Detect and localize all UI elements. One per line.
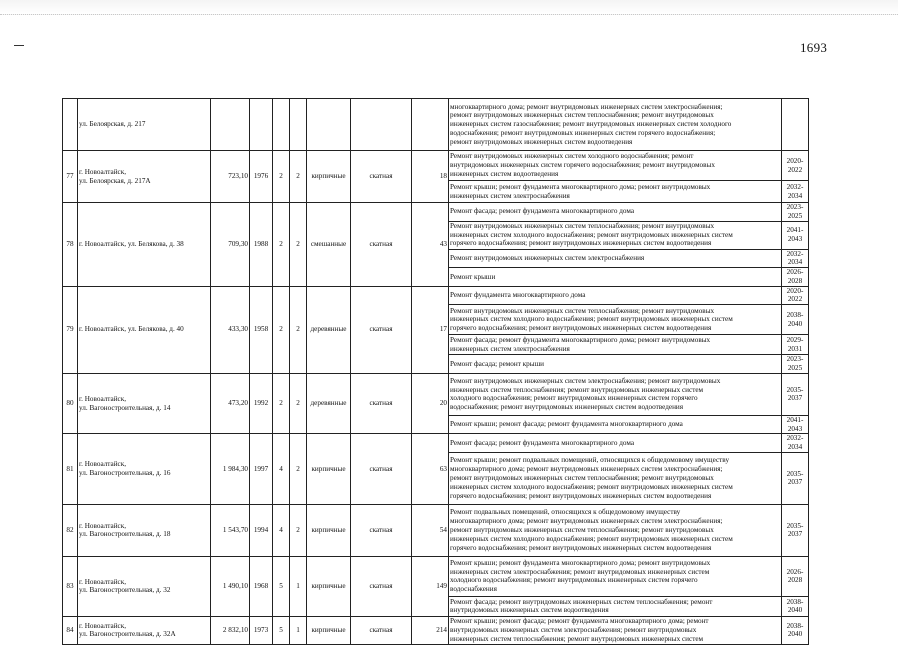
row-number xyxy=(63,99,78,151)
address-line: ул. Вагоностроительная, д. 32 xyxy=(79,586,171,595)
floors-cell: 2 xyxy=(273,286,290,373)
work-line: Ремонт фундамента многоквартирного дома xyxy=(450,291,586,300)
roof-type-cell: скатная xyxy=(351,203,412,287)
apartments-cell: 63 xyxy=(412,434,449,505)
table-row xyxy=(63,373,809,415)
work-line: Ремонт фасада; ремонт внутридомовых инженерных систем теплоснабжения; ремонт xyxy=(450,597,713,606)
area-cell: 723,10 xyxy=(211,151,250,203)
year-cell: 1997 xyxy=(250,434,273,505)
address-line: ул. Вагоностроительная, д. 18 xyxy=(79,530,171,539)
work-line: Ремонт фасада; ремонт фундамента многоквартирного дома xyxy=(450,438,635,447)
year-cell: 1994 xyxy=(250,504,273,556)
apartments-cell: 214 xyxy=(412,616,449,644)
address-cell xyxy=(78,556,211,616)
year-cell: 1968 xyxy=(250,556,273,616)
work-line: инженерных систем электроснабжения xyxy=(450,191,570,200)
row-number: 81 xyxy=(63,434,78,505)
table-row xyxy=(63,616,809,644)
work-line: инженерных систем электроснабжения xyxy=(450,344,570,353)
work-line: инженерных систем холодного водоснабжения; ремонт внутридомовых инженерных систем xyxy=(450,534,733,543)
address-cell xyxy=(78,286,211,373)
apartments-cell: 18 xyxy=(412,151,449,203)
work-description-cell xyxy=(449,268,782,287)
apartments-cell: 17 xyxy=(412,286,449,373)
floors-cell: 5 xyxy=(273,616,290,644)
work-line: горячего водоснабжения; ремонт внутридомовых инженерных систем водоотведения xyxy=(450,324,712,333)
wall-material-cell: кирпичные xyxy=(307,151,351,203)
floors-cell: 2 xyxy=(273,151,290,203)
work-description-cell xyxy=(449,355,782,374)
entrances-cell: 2 xyxy=(290,504,307,556)
work-description-cell xyxy=(449,434,782,453)
address-line: г. Новоалтайск, xyxy=(79,394,127,403)
period-cell: 2032-2034 xyxy=(782,249,809,268)
work-line: Ремонт крыши; ремонт фасада; ремонт фундамента многоквартирного дома; ремонт xyxy=(450,617,709,626)
work-line: инженерных систем теплоснабжения; ремонт внутридомовых инженерных систем xyxy=(450,634,704,643)
floors-cell: 4 xyxy=(273,504,290,556)
work-line: горячего водоснабжения; ремонт внутридомовых инженерных систем водоотведения xyxy=(450,491,712,500)
entrances-cell: 2 xyxy=(290,151,307,203)
entrances-cell: 2 xyxy=(290,434,307,505)
roof-type-cell: скатная xyxy=(351,616,412,644)
work-line: многоквартирного дома; ремонт внутридомовых инженерных систем электроснабжения; xyxy=(450,465,723,474)
address-line: ул. Вагоностроительная, д. 14 xyxy=(79,403,171,412)
work-description-cell xyxy=(449,616,782,644)
apartments-cell xyxy=(412,99,449,151)
year-cell: 1992 xyxy=(250,373,273,434)
floors-cell: 5 xyxy=(273,556,290,616)
wall-material-cell: смешанные xyxy=(307,203,351,287)
work-line: внутридомовых инженерных систем горячего водоснабжения; ремонт внутридомовых xyxy=(450,161,715,170)
period-cell: 2038-2040 xyxy=(782,616,809,644)
floors-cell: 2 xyxy=(273,373,290,434)
period-cell: 2038-2040 xyxy=(782,596,809,616)
apartments-cell: 43 xyxy=(412,203,449,287)
year-cell: 1973 xyxy=(250,616,273,644)
floors-cell xyxy=(273,99,290,151)
work-description-cell xyxy=(449,596,782,616)
wall-material-cell: кирпичные xyxy=(307,434,351,505)
work-line: ремонт внутридомовых инженерных систем водоотведения xyxy=(450,137,633,146)
address-line: ул. Белоярская, д. 217А xyxy=(79,176,151,185)
work-line: инженерных систем электроснабжения; ремонт внутридомовых инженерных систем xyxy=(450,567,710,576)
period-cell: 2041-2043 xyxy=(782,415,809,434)
work-line: Ремонт внутридомовых инженерных систем электроснабжения; ремонт внутридомовых xyxy=(450,376,721,385)
area-cell: 473,20 xyxy=(211,373,250,434)
work-line: ремонт внутридомовых инженерных систем теплоснабжения; ремонт внутридомовых xyxy=(450,474,714,483)
table-row xyxy=(63,203,809,222)
work-line: Ремонт фасада; ремонт крыши xyxy=(450,359,544,368)
roof-type-cell: скатная xyxy=(351,434,412,505)
period-cell: 2020-2022 xyxy=(782,286,809,305)
work-line: многоквартирного дома; ремонт внутридомовых инженерных систем электроснабжения; xyxy=(450,102,723,111)
table-row xyxy=(63,556,809,596)
address-line: г. Новоалтайск, ул. Белякова, д. 38 xyxy=(79,239,184,248)
year-cell: 1988 xyxy=(250,203,273,287)
work-line: многоквартирного дома; ремонт внутридомовых инженерных систем электроснабжения; xyxy=(450,517,723,526)
period-cell: 2041-2043 xyxy=(782,221,809,249)
roof-type-cell: скатная xyxy=(351,151,412,203)
address-line: г. Новоалтайск, xyxy=(79,521,127,530)
row-number: 77 xyxy=(63,151,78,203)
floors-cell: 4 xyxy=(273,434,290,505)
work-line: инженерных систем водоотведения xyxy=(450,169,559,178)
work-description-cell xyxy=(449,373,782,415)
work-description-cell xyxy=(449,504,782,556)
period-cell: 2035-2037 xyxy=(782,373,809,415)
page-number: 1693 xyxy=(800,40,828,55)
apartments-cell: 54 xyxy=(412,504,449,556)
year-cell: 1958 xyxy=(250,286,273,373)
work-line: Ремонт внутридомовых инженерных систем холодного водоснабжения; ремонт xyxy=(450,152,694,161)
address-line: г. Новоалтайск, xyxy=(79,577,127,586)
table-row xyxy=(63,504,809,556)
roof-type-cell: скатная xyxy=(351,556,412,616)
address-cell xyxy=(78,504,211,556)
work-description-cell xyxy=(449,221,782,249)
row-number: 79 xyxy=(63,286,78,373)
work-line: ремонт внутридомовых инженерных систем теплоснабжения; ремонт внутридомовых xyxy=(450,526,714,535)
address-cell xyxy=(78,616,211,644)
period-cell: 2032-2034 xyxy=(782,434,809,453)
work-line: инженерных систем холодного водоснабжения; ремонт внутридомовых инженерных систем xyxy=(450,315,733,324)
row-number: 80 xyxy=(63,373,78,434)
margin-mark xyxy=(14,45,24,46)
entrances-cell: 1 xyxy=(290,616,307,644)
wall-material-cell: деревянные xyxy=(307,286,351,373)
work-line: ремонт внутридомовых инженерных систем теплоснабжения; ремонт внутридомовых xyxy=(450,111,714,120)
address-line: ул. Вагоностроительная, д. 32А xyxy=(79,630,176,639)
work-line: холодного водоснабжения; ремонт внутридомовых инженерных систем горячего xyxy=(450,576,698,585)
row-number: 83 xyxy=(63,556,78,616)
apartments-cell: 149 xyxy=(412,556,449,616)
work-description-cell xyxy=(449,556,782,596)
work-line: холодного водоснабжения; ремонт внутридомовых инженерных систем горячего xyxy=(450,394,698,403)
address-line: г. Новоалтайск, xyxy=(79,167,127,176)
wall-material-cell: кирпичные xyxy=(307,556,351,616)
work-line: Ремонт крыши; ремонт фундамента многоквартирного дома; ремонт внутридомовых xyxy=(450,182,711,191)
address-cell xyxy=(78,151,211,203)
work-line: водоснабжения xyxy=(450,585,497,594)
floors-cell: 2 xyxy=(273,203,290,287)
work-description-cell xyxy=(449,452,782,504)
area-cell: 1 543,70 xyxy=(211,504,250,556)
period-cell: 2029-2031 xyxy=(782,335,809,355)
work-line: водоснабжения; ремонт внутридомовых инженерных систем водоотведения xyxy=(450,403,684,412)
address-line: ул. Белоярская, д. 217 xyxy=(79,120,146,129)
row-number: 78 xyxy=(63,203,78,287)
year-cell xyxy=(250,99,273,151)
table-row xyxy=(63,99,809,151)
entrances-cell xyxy=(290,99,307,151)
work-line: внутридомовых инженерных систем водоотведения xyxy=(450,606,609,615)
work-description-cell xyxy=(449,203,782,222)
work-line: внутридомовых инженерных систем электроснабжения; ремонт внутридомовых xyxy=(450,626,697,635)
roof-type-cell: скатная xyxy=(351,504,412,556)
address-line: г. Новоалтайск, ул. Белякова, д. 40 xyxy=(79,325,184,334)
period-cell: 2035-2037 xyxy=(782,504,809,556)
wall-material-cell: деревянные xyxy=(307,373,351,434)
roof-type-cell xyxy=(351,99,412,151)
roof-type-cell: скатная xyxy=(351,373,412,434)
work-line: Ремонт фасада; ремонт фундамента многоквартирного дома xyxy=(450,207,635,216)
work-line: горячего водоснабжения; ремонт внутридомовых инженерных систем водоотведения xyxy=(450,543,712,552)
work-line: Ремонт крыши; ремонт фундамента многоквартирного дома; ремонт внутридомовых xyxy=(450,558,711,567)
work-line: водоснабжения; ремонт внутридомовых инженерных систем горячего водоснабжения; xyxy=(450,128,716,137)
period-cell: 2026-2028 xyxy=(782,268,809,287)
work-line: горячего водоснабжения; ремонт внутридомовых инженерных систем водоотведения xyxy=(450,239,712,248)
address-line: ул. Вагоностроительная, д. 16 xyxy=(79,469,171,478)
work-line: Ремонт подвальных помещений, относящихся к общедомовому имуществу xyxy=(450,508,681,517)
period-cell: 2020-2022 xyxy=(782,151,809,181)
entrances-cell: 2 xyxy=(290,203,307,287)
work-line: инженерных систем холодного водоснабжения; ремонт внутридомовых инженерных систем xyxy=(450,482,733,491)
roof-type-cell: скатная xyxy=(351,286,412,373)
entrances-cell: 2 xyxy=(290,373,307,434)
address-cell xyxy=(78,99,211,151)
housing-repair-table xyxy=(62,98,809,645)
entrances-cell: 1 xyxy=(290,556,307,616)
work-line: Ремонт крыши xyxy=(450,272,496,281)
work-line: Ремонт внутридомовых инженерных систем теплоснабжения; ремонт внутридомовых xyxy=(450,306,715,315)
work-description-cell xyxy=(449,305,782,335)
period-cell: 2026-2028 xyxy=(782,556,809,596)
period-cell: 2038-2040 xyxy=(782,305,809,335)
table-row xyxy=(63,286,809,305)
period-cell: 2032-2034 xyxy=(782,181,809,203)
apartments-cell: 20 xyxy=(412,373,449,434)
work-description-cell xyxy=(449,286,782,305)
work-description-cell xyxy=(449,99,782,151)
address-cell xyxy=(78,203,211,287)
scan-edge xyxy=(0,0,898,15)
wall-material-cell xyxy=(307,99,351,151)
area-cell: 433,30 xyxy=(211,286,250,373)
work-line: Ремонт внутридомовых инженерных систем теплоснабжения; ремонт внутридомовых xyxy=(450,221,715,230)
work-description-cell xyxy=(449,181,782,203)
area-cell: 1 984,30 xyxy=(211,434,250,505)
entrances-cell: 2 xyxy=(290,286,307,373)
period-cell: 2035-2037 xyxy=(782,452,809,504)
wall-material-cell: кирпичные xyxy=(307,504,351,556)
table-row xyxy=(63,151,809,181)
work-line: инженерных систем теплоснабжения; ремонт внутридомовых инженерных систем xyxy=(450,385,704,394)
table-row xyxy=(63,434,809,453)
row-number: 82 xyxy=(63,504,78,556)
work-description-cell xyxy=(449,151,782,181)
work-line: Ремонт фасада; ремонт фундамента многоквартирного дома; ремонт внутридомовых xyxy=(450,335,711,344)
address-line: г. Новоалтайск, xyxy=(79,460,127,469)
work-description-cell xyxy=(449,249,782,268)
area-cell: 709,30 xyxy=(211,203,250,287)
address-cell xyxy=(78,434,211,505)
period-cell: 2023-2025 xyxy=(782,203,809,222)
period-cell xyxy=(782,99,809,151)
work-line: Ремонт внутридомовых инженерных систем электроснабжения xyxy=(450,253,645,262)
work-line: инженерных систем холодного водоснабжения; ремонт внутридомовых инженерных систем xyxy=(450,230,733,239)
area-cell xyxy=(211,99,250,151)
year-cell: 1976 xyxy=(250,151,273,203)
work-description-cell xyxy=(449,415,782,434)
address-cell xyxy=(78,373,211,434)
work-line: Ремонт крыши; ремонт фасада; ремонт фундамента многоквартирного дома xyxy=(450,420,683,429)
wall-material-cell: кирпичные xyxy=(307,616,351,644)
work-description-cell xyxy=(449,335,782,355)
work-line: инженерных систем газоснабжения; ремонт внутридомовых инженерных систем холодного xyxy=(450,120,732,129)
area-cell: 2 832,10 xyxy=(211,616,250,644)
table-body xyxy=(63,99,809,645)
area-cell: 1 490,10 xyxy=(211,556,250,616)
address-line: г. Новоалтайск, xyxy=(79,621,127,630)
period-cell: 2023-2025 xyxy=(782,355,809,374)
work-line: Ремонт крыши; ремонт подвальных помещений, относящихся к общедомовому имуществу xyxy=(450,456,730,465)
row-number: 84 xyxy=(63,616,78,644)
